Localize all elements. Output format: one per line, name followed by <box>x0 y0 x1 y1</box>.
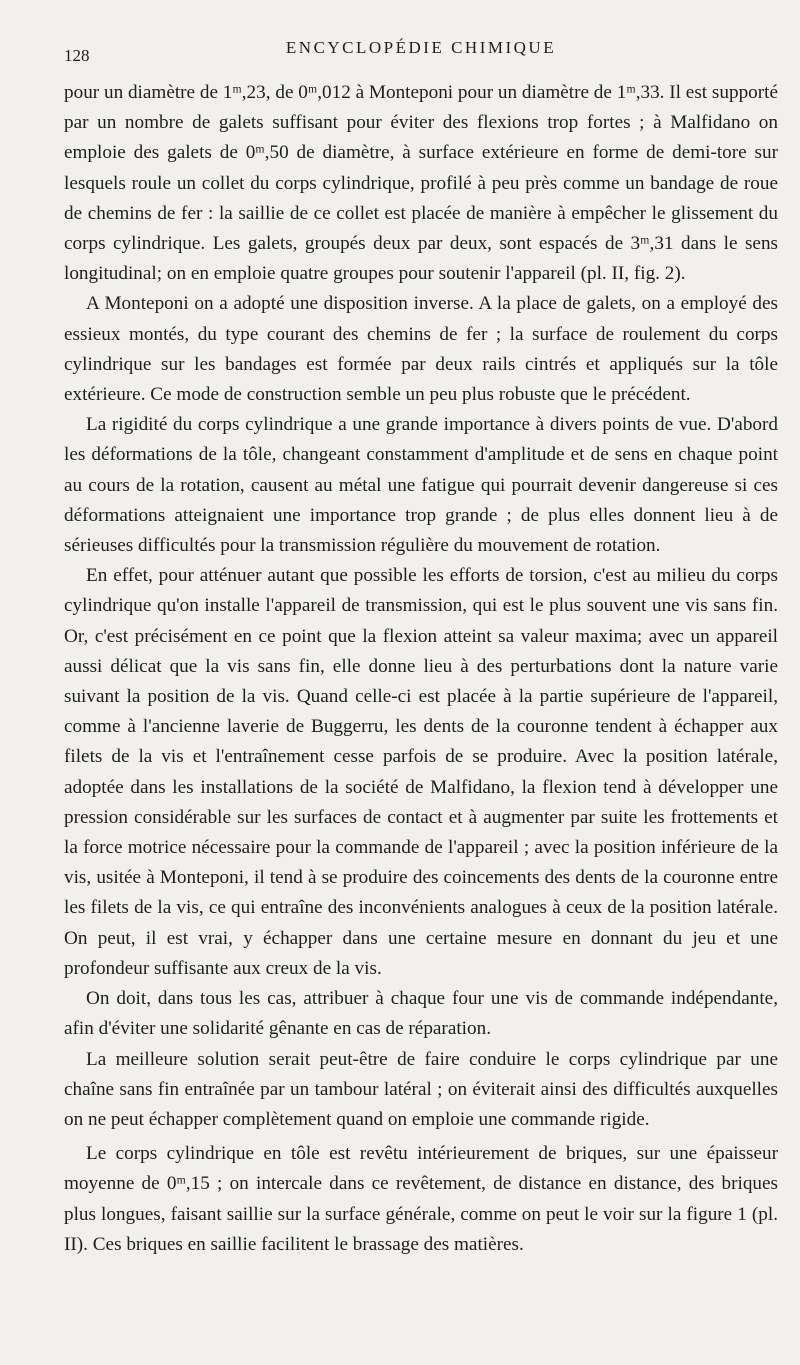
body-text <box>64 78 778 1260</box>
paragraph-3: La rigidité du corps cylindrique a une grande importance à divers points de vue. D'abord les déformations de la tôle, changeant constamment d'amplitude et de sens en chaque point au cours de la rotation, causent au métal une fatigue qui pourrait devenir dangereuse si ces déformations atteignaient une importance trop grande ; de plus elles donnent lieu à de sérieuses difficultés pour la transmission régulière du mouvement de rotation. <box>64 414 778 557</box>
running-title: ENCYCLOPÉDIE CHIMIQUE <box>285 38 557 57</box>
paragraph-2: A Monteponi on a adopté une disposition inverse. A la place de galets, on a employé des essieux montés, du type courant des chemins de fer ; la surface de roulement du corps cylindrique sur les bandages est formée par deux rails cintrés et appliqués sur la tôle extérieure. Ce mode de construction semble un peu plus robuste que le précédent. <box>64 293 778 406</box>
page-header <box>64 38 778 78</box>
paragraph-1: pour un diamètre de 1ᵐ,23, de 0ᵐ,012 à Monteponi pour un diamètre de 1ᵐ,33. Il est supporté par un nombre de galets suffisant pour éviter des flexions trop fortes ; à Malfidano on emploie des galets de 0ᵐ,50 de diamètre, à surface extérieure en forme de demi-tore sur lesquels roule un collet du corps cylindrique, profilé à peu près comme un bandage de roue de chemins de fer : la saillie de ce collet est placée de manière à empêcher le glissement du corps cylindrique. Les galets, groupés deux par deux, sont espacés de 3ᵐ,31 dans le sens longitudinal; on en emploie quatre groupes pour soutenir l'appareil (pl. II, fig. 2). <box>64 82 778 285</box>
paragraph-4: En effet, pour atténuer autant que possible les efforts de torsion, c'est au milieu du corps cylindrique qu'on installe l'appareil de transmission, qui est le plus souvent une vis sans fin. Or, c'est précisément en ce point que la flexion atteint sa valeur maxima; avec un appareil aussi délicat que la vis sans fin, elle donne lieu à des perturbations dont la nature varie suivant la position de la vis. Quand celle-ci est placée à la partie supérieure de l'appareil, comme à l'ancienne laverie de Buggerru, les dents de la couronne tendent à échapper aux filets de la vis et l'entraînement cesse parfois de se produire. Avec la position latérale, adoptée dans les installations de la société de Malfidano, la flexion tend à développer une pression considérable sur les surfaces de contact et à augmenter par suite les frottements et la force motrice nécessaire pour la commande de l'appareil ; avec la position inférieure de la vis, usitée à Monteponi, il tend à se produire des coincements des dents de la couronne entre les filets de la vis, ce qui entraîne des inconvénients analogues à ceux de la position latérale. On peut, il est vrai, y échapper dans une certaine mesure en donnant du jeu et une profondeur suffisante aux creux de la vis. <box>64 565 778 979</box>
page-number: 128 <box>64 46 90 65</box>
paragraph-7: Le corps cylindrique en tôle est revêtu intérieurement de briques, sur une épaisseur moyenne de 0ᵐ,15 ; on intercale dans ce revêtement, de distance en distance, des briques plus longues, faisant saillie sur la surface générale, comme on peut le voir sur la figure 1 (pl. II). Ces briques en saillie facilitent le brassage des matières. <box>64 1143 778 1255</box>
paragraph-6: La meilleure solution serait peut-être de faire conduire le corps cylindrique par une chaîne sans fin entraînée par un tambour latéral ; on éviterait ainsi des difficultés auxquelles on ne peut échapper complètement quand on emploie une commande rigide. <box>64 1048 778 1130</box>
paragraph-5: On doit, dans tous les cas, attribuer à chaque four une vis de commande indépendante, afin d'éviter une solidarité gênante en cas de réparation. <box>64 988 778 1040</box>
